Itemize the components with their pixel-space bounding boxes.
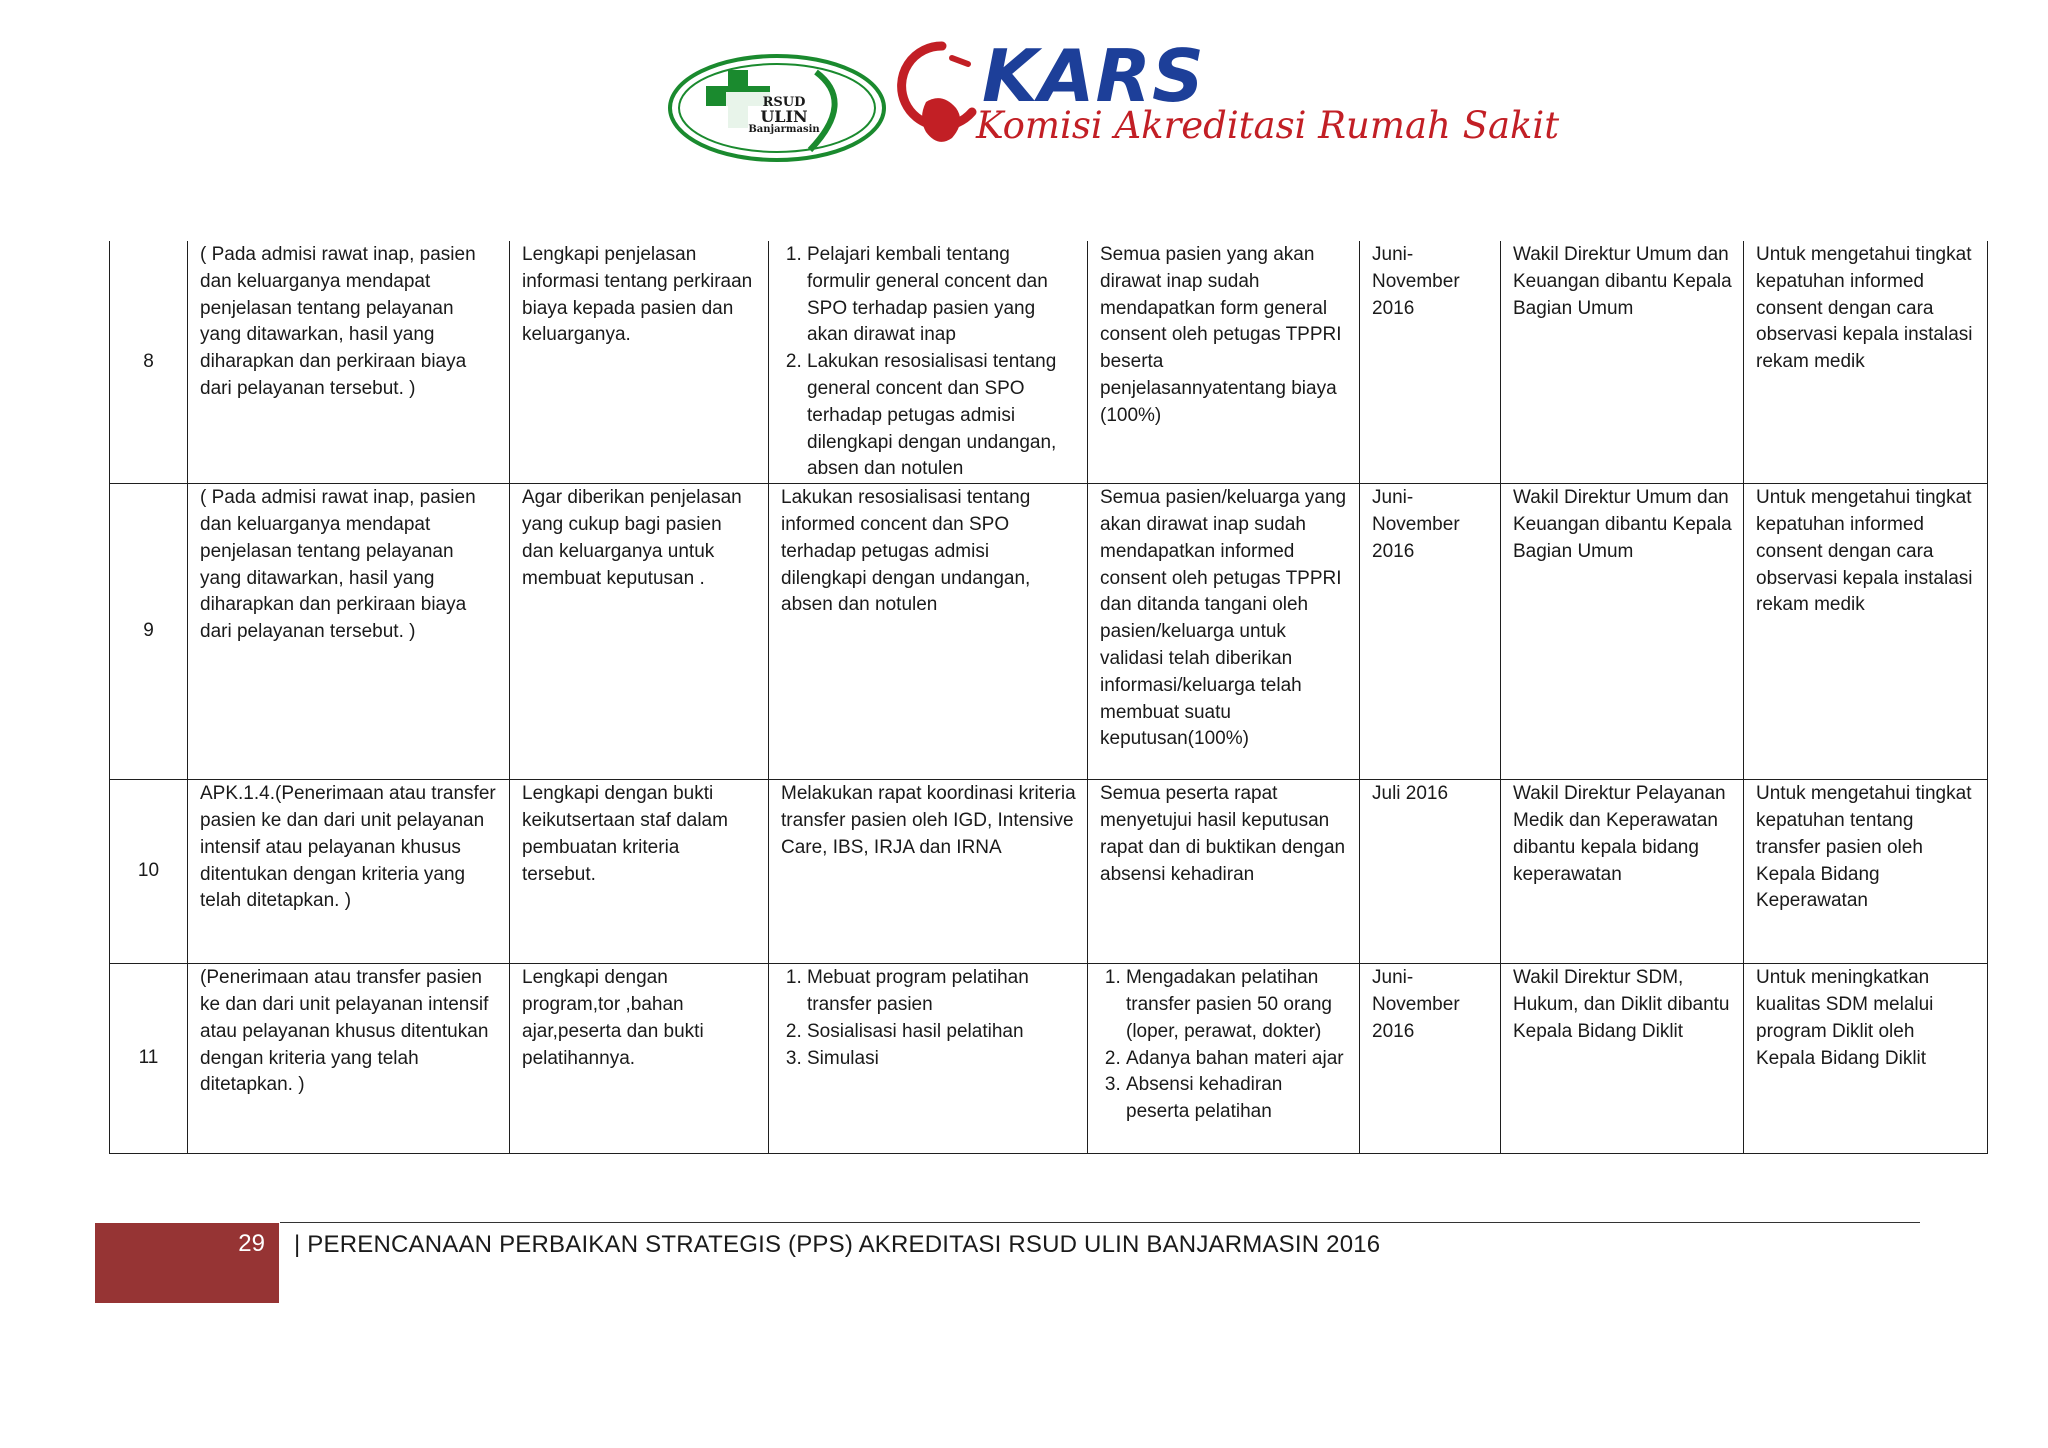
rsud-logo-line2: ULIN bbox=[760, 107, 808, 126]
schedule-cell: Juni-November 2016 bbox=[1360, 241, 1501, 484]
kars-logo bbox=[896, 34, 1560, 160]
table-row bbox=[110, 241, 1988, 484]
standard-cell: APK.1.4.(Penerimaan atau transfer pasien ke dan dari unit pelayanan intensif atau pelayanan khusus ditentukan dengan kriteria yang telah ditetapkan. ) bbox=[188, 780, 510, 964]
activity-cell: Melakukan rapat koordinasi kriteria transfer pasien oleh IGD, Intensive Care, IBS, IRJA dan IRNA bbox=[769, 780, 1088, 964]
target-cell bbox=[1088, 964, 1360, 1154]
kars-logo-subtitle: Komisi Akreditasi Rumah Sakit bbox=[976, 104, 1560, 147]
footer-title: | PERENCANAAN PERBAIKAN STRATEGIS (PPS) AKREDITASI RSUD ULIN BANJARMASIN 2016 bbox=[294, 1231, 1381, 1258]
recommendation-cell: Lengkapi dengan bukti keikutsertaan staf dalam pembuatan kriteria tersebut. bbox=[510, 780, 769, 964]
schedule-cell: Juni-November 2016 bbox=[1360, 964, 1501, 1154]
row-number: 10 bbox=[110, 780, 188, 964]
standard-cell: (Penerimaan atau transfer pasien ke dan dari unit pelayanan intensif atau pelayanan khusus ditentukan dengan kriteria yang telah ditetapkan. ) bbox=[188, 964, 510, 1154]
target-cell: Semua pasien/keluarga yang akan dirawat inap sudah mendapatkan informed consent oleh petugas TPPRI dan ditanda tangani oleh pasien/keluarga untuk validasi telah diberikan informasi/keluarga telah membuat suatu keputusan(100%) bbox=[1088, 484, 1360, 780]
activity-cell bbox=[769, 964, 1088, 1154]
recommendation-cell: Agar diberikan penjelasan yang cukup bagi pasien dan keluarganya untuk membuat keputusan . bbox=[510, 484, 769, 780]
rsud-logo-line1: RSUD bbox=[762, 95, 806, 110]
rsud-logo-line3: Banjarmasin bbox=[748, 124, 820, 135]
table-row bbox=[110, 780, 1988, 964]
activity-item: 1. Mebuat program pelatihan transfer pasien bbox=[807, 965, 1077, 1019]
footer-divider bbox=[280, 1222, 1920, 1223]
target-item: 3. Absensi kehadiran peserta pelatihan bbox=[1126, 1072, 1349, 1126]
pps-table bbox=[109, 241, 1988, 1154]
note-cell: Untuk mengetahui tingkat kepatuhan tentang transfer pasien oleh Kepala Bidang Keperawatan bbox=[1744, 780, 1988, 964]
standard-cell: ( Pada admisi rawat inap, pasien dan keluarganya mendapat penjelasan tentang pelayanan yang ditawarkan, hasil yang diharapkan dan perkiraan biaya dari pelayanan tersebut. ) bbox=[188, 241, 510, 484]
row-number: 9 bbox=[110, 484, 188, 780]
responsible-cell: Wakil Direktur Umum dan Keuangan dibantu Kepala Bagian Umum bbox=[1501, 241, 1744, 484]
activity-item: 1. Pelajari kembali tentang formulir general concent dan SPO terhadap pasien yang akan dirawat inap bbox=[807, 242, 1077, 349]
document-header bbox=[0, 0, 2048, 200]
target-cell: Semua peserta rapat menyetujui hasil keputusan rapat dan di buktikan dengan absensi kehadiran bbox=[1088, 780, 1360, 964]
rsud-ulin-logo-icon bbox=[666, 52, 888, 164]
schedule-cell: Juni-November 2016 bbox=[1360, 484, 1501, 780]
table-row bbox=[110, 484, 1988, 780]
target-item: 1. Mengadakan pelatihan transfer pasien 50 orang (loper, perawat, dokter) bbox=[1126, 965, 1349, 1045]
kars-logo-word: KARS bbox=[982, 34, 1205, 118]
note-cell: Untuk mengetahui tingkat kepatuhan informed consent dengan cara observasi kepala instalasi rekam medik bbox=[1744, 484, 1988, 780]
target-item: 2. Adanya bahan materi ajar bbox=[1126, 1046, 1349, 1073]
activity-item: 2. Lakukan resosialisasi tentang general concent dan SPO terhadap petugas admisi dilengkapi dengan undangan, absen dan notulen bbox=[807, 349, 1077, 483]
responsible-cell: Wakil Direktur Pelayanan Medik dan Keperawatan dibantu kepala bidang keperawatan bbox=[1501, 780, 1744, 964]
table-row bbox=[110, 964, 1988, 1154]
page-number: 29 bbox=[238, 1230, 265, 1257]
standard-cell: ( Pada admisi rawat inap, pasien dan keluarganya mendapat penjelasan tentang pelayanan yang ditawarkan, hasil yang diharapkan dan perkiraan biaya dari pelayanan tersebut. ) bbox=[188, 484, 510, 780]
recommendation-cell: Lengkapi penjelasan informasi tentang perkiraan biaya kepada pasien dan keluarganya. bbox=[510, 241, 769, 484]
note-cell: Untuk meningkatkan kualitas SDM melalui program Diklit oleh Kepala Bidang Diklit bbox=[1744, 964, 1988, 1154]
activity-cell bbox=[769, 241, 1088, 484]
row-number: 11 bbox=[110, 964, 188, 1154]
target-cell: Semua pasien yang akan dirawat inap sudah mendapatkan form general consent oleh petugas TPPRI beserta penjelasannyatentang biaya (100%) bbox=[1088, 241, 1360, 484]
row-number: 8 bbox=[110, 241, 188, 484]
activity-cell: Lakukan resosialisasi tentang informed concent dan SPO terhadap petugas admisi dilengkapi dengan undangan, absen dan notulen bbox=[769, 484, 1088, 780]
schedule-cell: Juli 2016 bbox=[1360, 780, 1501, 964]
note-cell: Untuk mengetahui tingkat kepatuhan informed consent dengan cara observasi kepala instalasi rekam medik bbox=[1744, 241, 1988, 484]
recommendation-cell: Lengkapi dengan program,tor ,bahan ajar,peserta dan bukti pelatihannya. bbox=[510, 964, 769, 1154]
activity-item: 3. Simulasi bbox=[807, 1046, 1077, 1073]
responsible-cell: Wakil Direktur Umum dan Keuangan dibantu Kepala Bagian Umum bbox=[1501, 484, 1744, 780]
activity-item: 2. Sosialisasi hasil pelatihan bbox=[807, 1019, 1077, 1046]
kars-emblem-icon bbox=[896, 40, 988, 150]
responsible-cell: Wakil Direktur SDM, Hukum, dan Diklit dibantu Kepala Bidang Diklit bbox=[1501, 964, 1744, 1154]
